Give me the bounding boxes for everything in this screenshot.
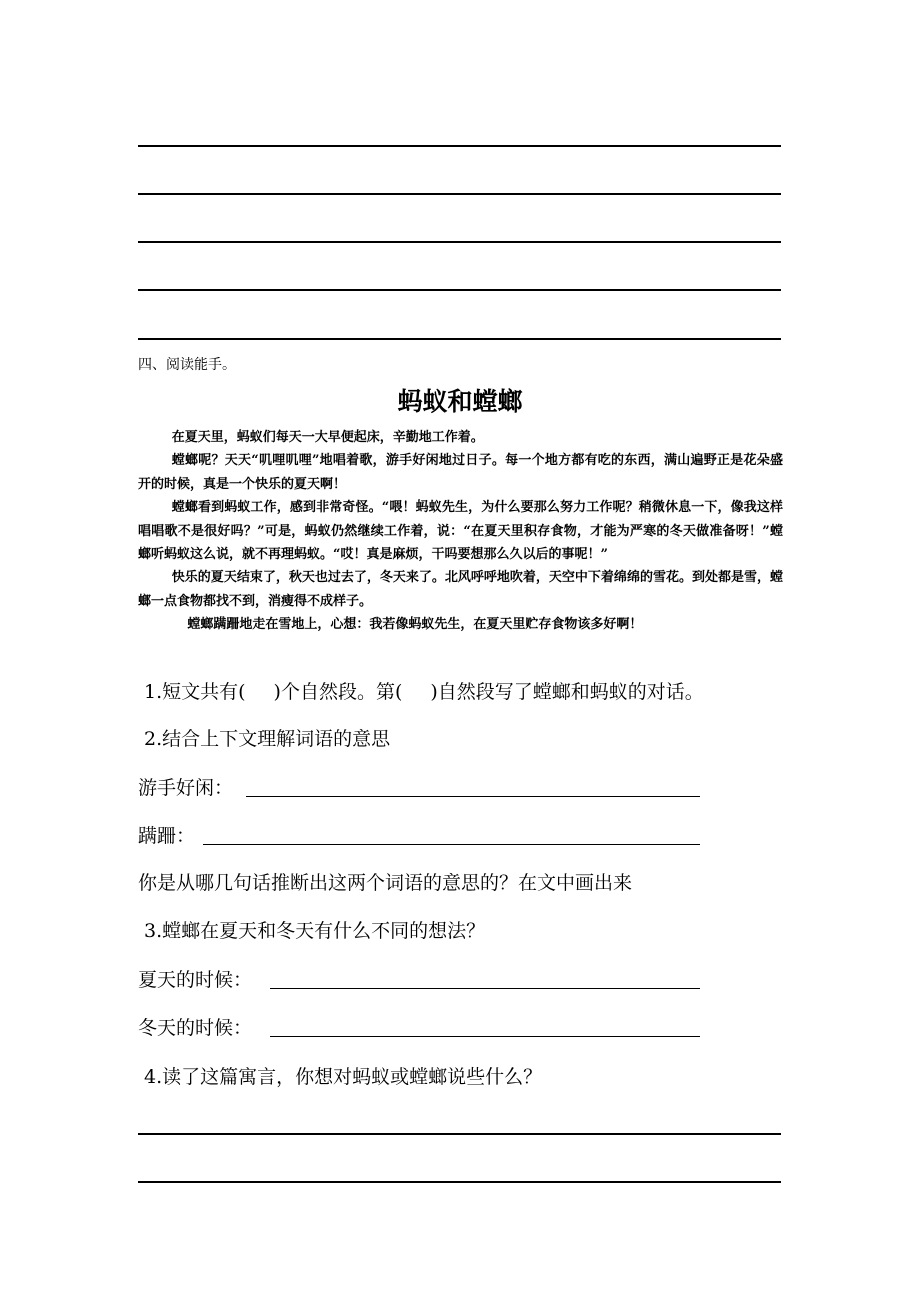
label-winter: 冬天的时候： [138,1017,253,1039]
question-2-note: 你是从哪几句话推断出这两个词语的意思的？在文中画出来 [138,872,633,894]
answer-line-summer[interactable] [270,988,700,989]
story-paragraph: 螳螂呢？天天“叽哩叽哩”地唱着歌，游手好闲地过日子。每一个地方都有吃的东西，满山遍野正是花朵盛开的时候，真是一个快乐的夏天啊！ [138,453,783,492]
question-2: 2.结合上下文理解词语的意思 [144,728,391,750]
answer-line[interactable] [138,193,781,195]
question-1-text: )自然段写了螳螂和蚂蚁的对话。 [430,681,704,703]
answer-line[interactable] [138,1181,781,1183]
story-paragraph: 快乐的夏天结束了，秋天也过去了，冬天来了。北风呼呼地吹着，天空中下着绵绵的雪花。到处都是雪，螳螂一点食物都找不到，消瘦得不成样子。 [138,570,783,609]
word-label-youshouhaoxian: 游手好闲： [138,777,234,799]
answer-line[interactable] [138,1133,781,1135]
question-3: 3.螳螂在夏天和冬天有什么不同的想法？ [144,920,486,942]
answer-line-youshouhaoxian[interactable] [246,796,700,797]
story-paragraph: 螳螂蹒跚地走在雪地上，心想：我若像蚂蚁先生，在夏天里贮存食物该多好啊！ [187,617,643,633]
story-passage [138,426,783,637]
story-paragraph: 螳螂看到蚂蚁工作，感到非常奇怪。“喂！蚂蚁先生，为什么要那么努力工作呢？稍微休息一下，像我这样唱唱歌不是很好吗？”可是，蚂蚁仍然继续工作着，说：“在夏天里积存食物，才能为严寒的冬天做准备呀！”螳螂听蚂蚁这么说，就不再理蚂蚁。“哎！真是麻烦，干吗要想那么久以后的事呢！” [138,500,783,563]
answer-line-panshan[interactable] [203,844,700,845]
story-title: 蚂蚁和螳螂 [397,387,523,416]
question-1-text: )个自然段。第( [273,681,403,703]
answer-line[interactable] [138,145,781,147]
question-4: 4.读了这篇寓言，你想对蚂蚁或螳螂说些什么？ [144,1066,543,1088]
section-heading: 四、阅读能手。 [138,357,236,373]
label-summer: 夏天的时候： [138,969,253,991]
question-1 [144,678,704,706]
answer-line[interactable] [138,241,781,243]
word-label-panshan: 蹒跚： [138,825,196,847]
answer-line-winter[interactable] [270,1036,700,1037]
answer-line[interactable] [138,338,781,340]
story-paragraph: 在夏天里，蚂蚁们每天一大早便起床，辛勤地工作着。 [171,430,484,445]
answer-line[interactable] [138,289,781,291]
question-1-text: 1.短文共有( [144,681,246,703]
